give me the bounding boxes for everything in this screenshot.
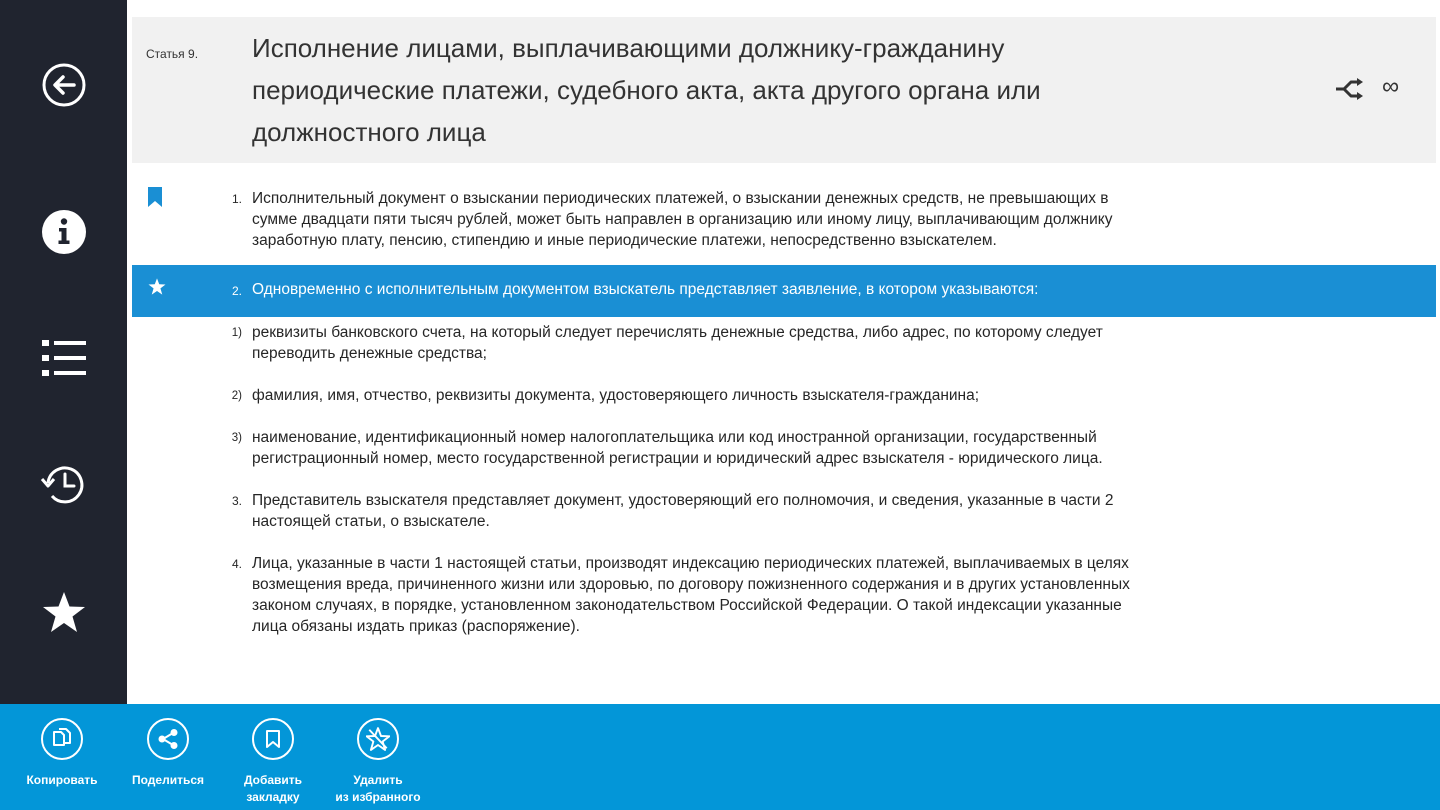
item-text: наименование, идентификационный номер налогоплательщика или код иностранной организации, государственный регистрационный номер, место государственной регистрации и юридический адрес взыскателя - юридического лица. <box>252 429 1103 467</box>
article-number: Статья 9. <box>146 47 199 61</box>
infinity-button[interactable]: ∞ <box>1382 73 1400 100</box>
list-item[interactable] <box>132 490 1436 532</box>
remove-favorite-label: Удалить из избранного <box>335 773 421 804</box>
bookmark-icon <box>266 730 280 748</box>
add-bookmark-button[interactable] <box>228 718 318 806</box>
history-icon <box>40 461 88 509</box>
list-item[interactable] <box>132 385 1436 406</box>
share-link-button[interactable] <box>1334 77 1366 106</box>
copy-label: Копировать <box>26 773 98 787</box>
article-content <box>132 180 1436 637</box>
item-number: 3. <box>231 494 242 508</box>
item-number: 2. <box>231 284 242 298</box>
star-icon <box>42 591 86 633</box>
list-item[interactable] <box>132 427 1436 469</box>
list-item-highlighted[interactable] <box>132 265 1436 317</box>
item-text: Представитель взыскателя представляет документ, удостоверяющий его полномочия, и сведения, указанные в части 2 настоящей статьи, о взыскателе. <box>252 492 1114 530</box>
remove-favorite-button[interactable] <box>333 718 423 806</box>
share-link-icon <box>1334 77 1366 101</box>
list-item[interactable] <box>132 180 1436 258</box>
article-title: Исполнение лицами, выплачивающими должнику-гражданину периодические платежи, судебного акта, акта другого органа или должностного лица <box>252 33 1041 147</box>
list-icon <box>42 338 86 378</box>
item-number: 1) <box>231 327 242 339</box>
contents-button[interactable] <box>0 318 127 398</box>
list-item[interactable] <box>132 322 1436 364</box>
sidebar <box>0 0 127 704</box>
info-icon <box>41 209 87 255</box>
share-icon <box>156 727 180 751</box>
item-text: фамилия, имя, отчество, реквизиты документа, удостоверяющего личность взыскателя-гражданина; <box>252 387 980 404</box>
copy-button[interactable] <box>17 718 107 789</box>
back-arrow-icon <box>41 62 87 108</box>
app-bar <box>0 704 1440 810</box>
copy-icon <box>52 728 72 750</box>
star-remove-icon <box>366 727 390 751</box>
history-button[interactable] <box>0 445 127 525</box>
article-header <box>132 17 1436 163</box>
bookmark-icon <box>148 187 162 213</box>
item-text: Одновременно с исполнительным документом взыскатель представляет заявление, в котором указываются: <box>252 281 1039 298</box>
item-text: реквизиты банковского счета, на который следует перечислять денежные средства, либо адрес, по которому следует переводить денежные средства; <box>252 324 1103 362</box>
share-label: Поделиться <box>131 773 205 787</box>
favorites-button[interactable] <box>0 572 127 652</box>
item-text: Исполнительный документ о взыскании периодических платежей, о взыскании денежных средств, не превышающих в сумме двадцати пяти тысяч рублей, может быть направлен в организацию или иному лицу, выплачивающим должнику заработную плату, пенсию, стипендию и иные периодические платежи, непосредственно взыскателем. <box>252 190 1113 249</box>
list-item[interactable] <box>132 553 1436 637</box>
star-icon <box>148 278 166 301</box>
back-button[interactable] <box>0 45 127 125</box>
share-button[interactable] <box>123 718 213 789</box>
item-number: 2) <box>231 390 242 402</box>
item-text: Лица, указанные в части 1 настоящей статьи, производят индексацию периодических платежей, выплачиваемых в целях возмещения вреда, причиненного жизни или здоровью, по договору пожизненного содержания и в других установленных законом случаях, в порядке, установленном законодательством Российской Федерации. О такой индексации указанные лица обязаны издать приказ (распоряжение). <box>252 555 1130 635</box>
item-number: 3) <box>231 432 242 444</box>
item-number: 1. <box>231 192 242 206</box>
item-number: 4. <box>231 557 242 571</box>
info-button[interactable] <box>0 192 127 272</box>
add-bookmark-label: Добавить закладку <box>243 773 303 804</box>
